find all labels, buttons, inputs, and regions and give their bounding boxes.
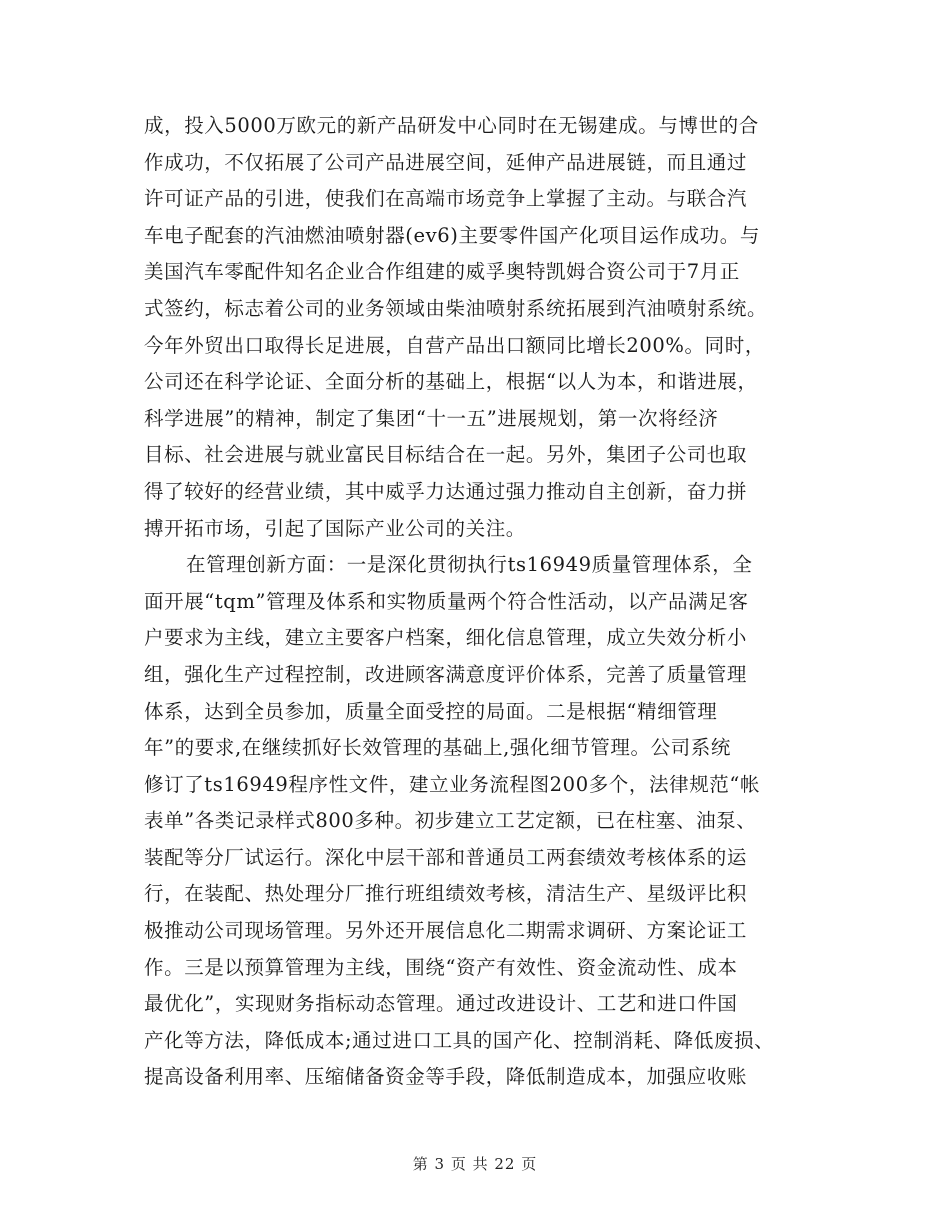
text-line: 得了较好的经营业绩，其中威孚力达通过强力推动自主创新，奋力拼 (144, 479, 748, 503)
text-line: 搏开拓市场，引起了国际产业公司的关注。 (144, 516, 526, 540)
text-line: 行，在装配、热处理分厂推行班组绩效考核，清洁生产、星级评比积 (144, 882, 748, 906)
text-line: 车电子配套的汽油燃油喷射器(ev6)主要零件国产化项目运作成功。与 (144, 223, 760, 247)
text-line: 年”的要求,在继续抓好长效管理的基础上,强化细节管理。公司系统 (144, 736, 731, 760)
text-line: 许可证产品的引进，使我们在高端市场竞争上掌握了主动。与联合汽 (144, 187, 748, 211)
paragraph (144, 547, 824, 1096)
text-line: 成，投入5000万欧元的新产品研发中心同时在无锡建成。与博世的合 (144, 114, 759, 137)
text-line: 今年外贸出口取得长足进展，自营产品出口额同比增长200%。同时， (144, 333, 765, 357)
text-line: 提高设备利用率、压缩储备资金等手段，降低制造成本，加强应收账 (144, 1065, 748, 1089)
text-line: 表单”各类记录样式800多种。初步建立工艺定额，已在柱塞、油泵、 (144, 809, 757, 833)
text-line: 作成功，不仅拓展了公司产品进展空间，延伸产品进展链，而且通过 (144, 150, 748, 174)
text-line: 目标、社会进展与就业富民目标结合在一起。另外，集团子公司也取 (144, 443, 748, 467)
document-body (144, 108, 824, 1096)
text-line: 美国汽车零配件知名企业合作组建的威孚奥特凯姆合资公司于7月正 (144, 260, 740, 284)
text-line: 户要求为主线，建立主要客户档案，细化信息管理，成立失效分析小 (144, 626, 748, 650)
text-line: 产化等方法，降低成本;通过进口工具的国产化、控制消耗、降低废损、 (144, 1028, 775, 1052)
text-line: 体系，达到全员参加，质量全面受控的局面。二是根据“精细管理 (144, 699, 718, 723)
text-line: 极推动公司现场管理。另外还开展信息化二期需求调研、方案论证工 (144, 919, 748, 943)
text-line: 作。三是以预算管理为主线，围绕“资产有效性、资金流动性、成本 (144, 955, 738, 979)
paragraph (144, 108, 824, 547)
text-line: 在管理创新方面：一是深化贯彻执行ts16949质量管理体系，全 (186, 553, 753, 577)
text-line: 最优化”，实现财务指标动态管理。通过改进设计、工艺和进口件国 (144, 992, 738, 1016)
text-line: 公司还在科学论证、全面分析的基础上，根据“以人为本，和谐进展， (144, 370, 758, 394)
page-footer: 第 3 页 共 22 页 (412, 1155, 538, 1173)
text-line: 式签约，标志着公司的业务领域由柴油喷射系统拓展到汽油喷射系统。 (144, 296, 768, 320)
text-line: 面开展“tqm”管理及体系和实物质量两个符合性活动，以产品满足客 (144, 589, 749, 613)
text-line: 修订了ts16949程序性文件，建立业务流程图200多个，法律规范“帐 (144, 772, 761, 796)
text-line: 科学进展”的精神，制定了集团“十一五”进展规划，第一次将经济 (144, 406, 719, 430)
text-line: 组，强化生产过程控制，改进顾客满意度评价体系，完善了质量管理 (144, 662, 748, 686)
text-line: 装配等分厂试运行。深化中层干部和普通员工两套绩效考核体系的运 (144, 845, 748, 869)
